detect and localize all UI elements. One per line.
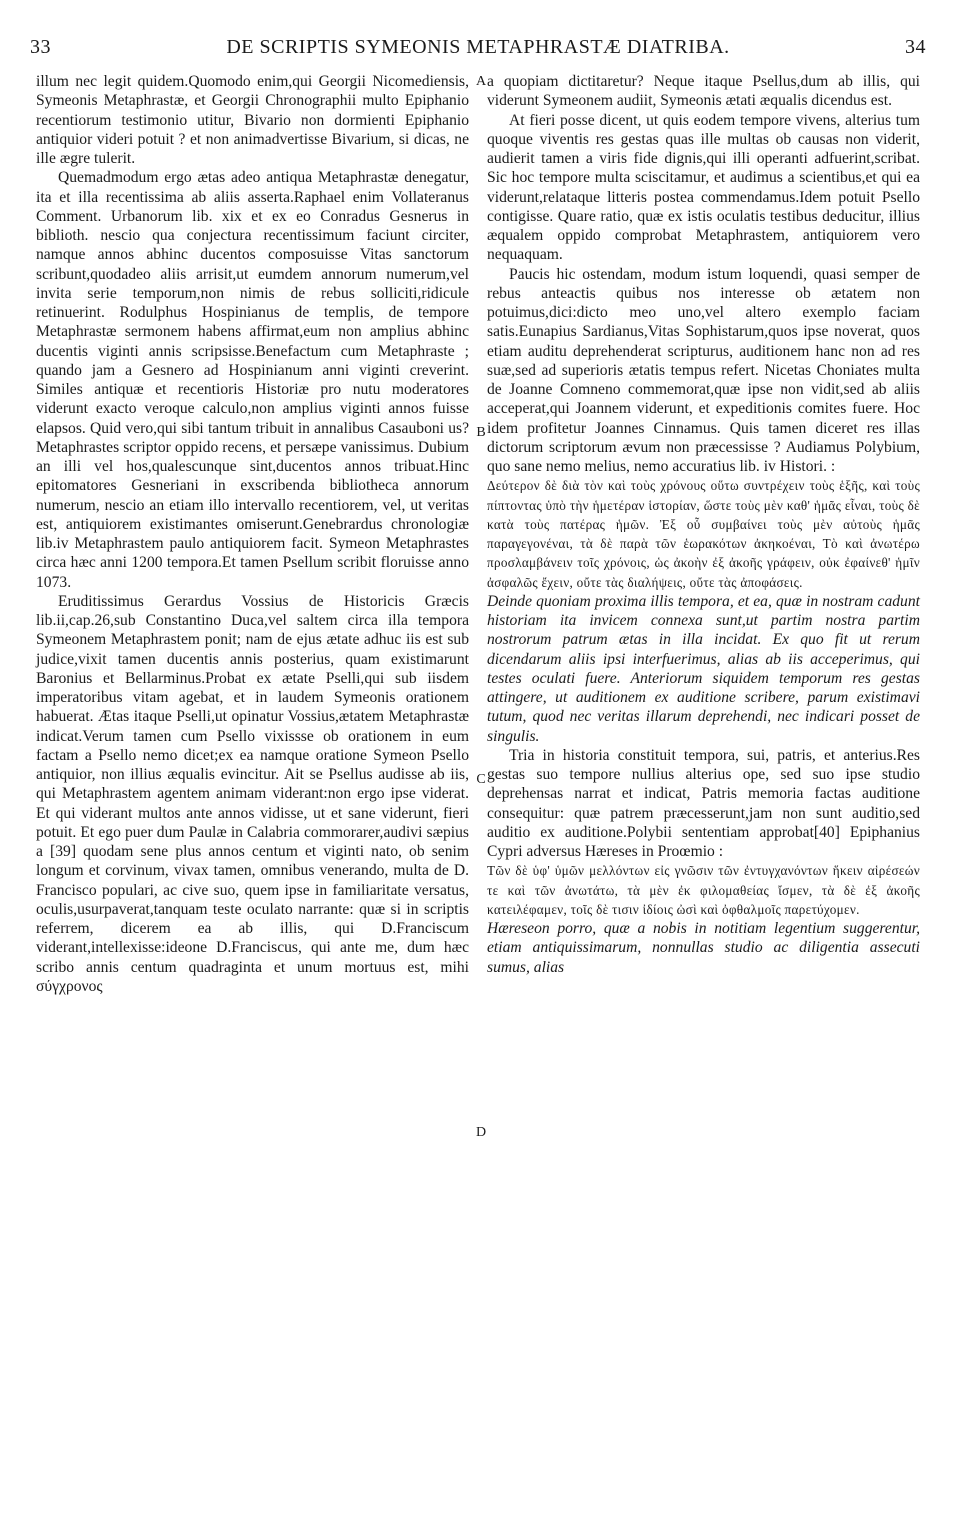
running-header (30, 36, 926, 66)
margin-letter-c: C (476, 772, 486, 787)
running-title: DE SCRIPTIS SYMEONIS METAPHRASTÆ DIATRIBA. (226, 36, 730, 58)
margin-letter-b: B (476, 425, 486, 440)
latin-translation-polybius: Deinde quoniam proxima illis tempora, et ea, quæ in nostram cadunt historiam ita invicem connexa sunt,ut partim nostra partim nostrorum patrum ætas in illa incidat. Ex quo fit ut rerum dicendarum aliis ipsi interfuerimus, alias ab iis acceperimus, qui testes oculati fuere. Anteriorum siquidem temporum res gestas attingere, ut auditionem ex auditione scribere, parum existimavi tutum, quod nec veritas illarum deprehendi, nec indicari posset de singulis. (487, 592, 920, 745)
left-column (36, 72, 469, 996)
right-column (487, 72, 920, 977)
right-paragraph-3: Paucis hic ostendam, modum istum loquendi, quasi semper de rebus anteactis quibus nos interesse ob ætatem non potuimus,dici:dicto meo uno,vel altero exemplo faciam satis.Eunapius Sardianus,Vitas Sophistarum,quos ipse noverat, quos etiam auditu deprehenderat scripturus, auditionem hanc non ad res suæ,sed ad superioris ætatis tempus refert. Nicetas Choniates multa de Joanne Comneno commemorat,quæ ipse non vidit,sed ab aliis acceperat,qui Joannem viderunt, et expeditionis comites fuere. Hoc idem profitetur Joannes Cinnamus. Quis tamen diceret res illas dictorum scriptorum ævum non præcessisse ? Audiamus Polybium, quo sane nemo melius, nemo accuratius lib. iv Histori. : (487, 265, 920, 475)
page-number-right: 34 (905, 36, 926, 58)
margin-letter-a: A (475, 74, 487, 89)
right-paragraph-tria: Tria in historia constituit tempora, sui, patris, et anterius.Res gestas suo tempore nullius alterius ope, sed suo ipse studio deprehensas narrat et indicat, Patris memoria factas auditione consequitur: quæ patrem præcesserunt,jam non sunt auditio,sed auditio ex auditione.Polybii sententiam approbat[40] Epiphanius Cypri adversus Hæreses in Proœmio : (487, 746, 920, 860)
margin-letter-d: D (475, 1125, 487, 1140)
latin-translation-epiphanius: Hæreseon porro, quæ a nobis in notitiam legentium suggerentur, etiam antiquissimarum, nonnullas studio ac diligentia assecuti sumus, alias (487, 920, 920, 976)
right-paragraph-2: At fieri posse dicent, ut quis eodem tempore vivens, alterius tum quoque viventis res gestas quas ille multas ob causas non viderit, audierit tamen a viris fide dignis,qui illi operanti adfuerint,scribat. Sic hoc tempore multa sciscitamur, et audimus a scientibus,et qui ea viderunt,relataque litteris postea commendamus.Idem potuit Psello contigisse. Quare ratio, quæ ex istis oculatis testibus deducitur, illius æqualem oppido comprobat Metaphrastem, antiquiorem vero nequaquam. (487, 111, 920, 264)
greek-quote-epiphanius: Τῶν δὲ ὑφ' ὑμῶν μελλόντων εἰς γνῶσιν τῶν ἐντυγχανόντων ἥκειν αἱρέσεών τε καὶ τῶν ἀνωτάτω, τὰ μὲν ἐκ φιλομαθείας ἴσμεν, τὰ δὲ ἐξ ἀκοῆς κατειλέφαμεν, τοῖς δὲ τισιν ἰδίοις ὠσὶ καὶ ὀφθαλμοῖς παρετύχομεν. (487, 863, 920, 917)
left-paragraph-2: Quemadmodum ergo ætas adeo antiqua Metaphrastæ denegatur, ita et illa recentissima ab aliis asserta.Raphael enim Vollateranus Comment. Urbanorum lib. xix et ex eo Conradus Gesnerus in biblioth. nescio qua conjectura recentissimum faciunt circiter, namque annos abhinc ducentos composuisse Vitas sanctorum scribunt,quodadeo aliis arrisit,ut eumdem annorum numerum,vel invita serie temporum,non nimis de rebus solliciti,ridicule retinuerint. Rodulphus Hospinianus de templis, de tempore Metaphrastæ sermonem habens affirmat,eum non amplius abhinc ducentis viginti annis scripsisse.Benefactum cum Metaphraste ; quando jam a Gesnero ad Hospinianum anni viginti creverint. Similes antiquæ et recentioris Historiæ pro nutu moderatores viderunt exacto veroque calculo,non amplius viginti annos fuisse elapsos. Quid vero,qui sibi tantum tribuit in annalibus Casauboni us? Metaphrastes scriptor oppido recens, et persæpe vanissimus. Dubium an illi vel hos,qualescunque sint,ducentos annos tribuat.Hinc epitomatores Gesneriani in exscribenda bibliotheca annorum numerum, nescio an etiam illo intervallo recentiorem, vel, ut veritas est, antiquiorem existimantes omiserunt.Genebrardus chronologiæ lib.iv Metaphrastem paulo antiquiorem facit. Symeon Metaphrastes circa hæc anni 1200 tempora.Et tamen Psellum scribit floruisse anno 1073. (36, 169, 469, 591)
left-paragraph-3: Eruditissimus Gerardus Vossius de Historicis Græcis lib.ii,cap.26,sub Constantino Duca,vel saltem circa illa tempora Symeonem Metaphrastem ponit; nam de ejus ætate adhuc iis est sub judice,vixit tamen ducentis annis posterius, quam existimarunt Baronius et Bellarminus.Probat ex ætate Pselli,qui sub iisdem imperatoribus vitam agebat, et in laudem Symeonis orationem habuerat. Ætas itaque Pselli,ut opinatur Vossius,ætatem Metaphrastæ indicat.Verum tamen cum Psello vixissse ob orationem in eum factam a Psello nemo dicet;ex ea namque oratione Symeon Psello antiquior, non illius æqualis evincitur. Ait se Psellus audisse ab iis, qui Metaphrastem agentem animam viderant:non ergo ipse viderat. Et qui viderant multos ante annos vidisse, ut et sane viderunt, fieri potuit. Et ego puer dum Paulæ in Calabria commorarer,audivi sæpius a [39] quodam sene plus annos centum et viginti nato, ob senim longum et corvinum, vivax tamen, omnibus venerando, multa de D. Francisco populari, ac cive suo, quem ipse in familiaritate versatus, oculis,usurpaverat,tanquam teste oculato narrante: quæ si in scriptis referrem, dicerem ea ab illis, qui D.Franciscum viderant,intellexisse:ideone D.Franciscus, qui ante me, dum hæc scribo annis centum quadraginta et unum mortuus est, mihi σύγχρονος (36, 592, 469, 995)
page-number-left: 33 (30, 36, 51, 58)
right-paragraph-1: a quopiam dictitaretur? Neque itaque Psellus,dum ab illis, qui viderunt Symeonem audiit, Symeonis ætati æqualis dicendus est. (487, 73, 920, 110)
greek-quote-polybius: Δεύτερον δὲ διὰ τὸν καὶ τοὺς χρόνους οὕτω συντρέχειν τοὺς ἑξῆς, καὶ τοὺς πίπτοντας ὑπὸ τὴν ἡμετέραν ἱστορίαν, ὥστε τοὺς μὲν καθ' ἡμᾶς εἶναι, τοὺς δὲ κατὰ τοὺς πατέρας ἡμῶν. Ἐξ οὗ συμβαίνει τοὺς μὲν αὐτοὺς ἡμᾶς παραγεγονέναι, τὰ δὲ παρὰ τῶν ἑωρακότων ἀκηκοέναι, Τὸ καὶ ἀνωτέρω προσλαμβάνειν τοῖς χρόνοις, ὡς ἀκοὴν ἐξ ἀκοῆς γράφειν, οὐκ ἐφαίνεθ' ἡμῖν ἀσφαλῶς ἔχειν, οὔτε τὰς διαλήψεις, οὔτε τὰς ἀποφάσεις. (487, 478, 920, 590)
left-paragraph-1: illum nec legit quidem.Quomodo enim,qui Georgii Nicomediensis, Symeonis Metaphrastæ, et Georgii Chronographii multo Epiphanio recentiorum testimonio utitur, Bivario non dormienti Epiphanio antiquior videri potuit ? et non animadvertisse Bivarium, si dicas, ne ille ægre tulerit. (36, 73, 469, 167)
